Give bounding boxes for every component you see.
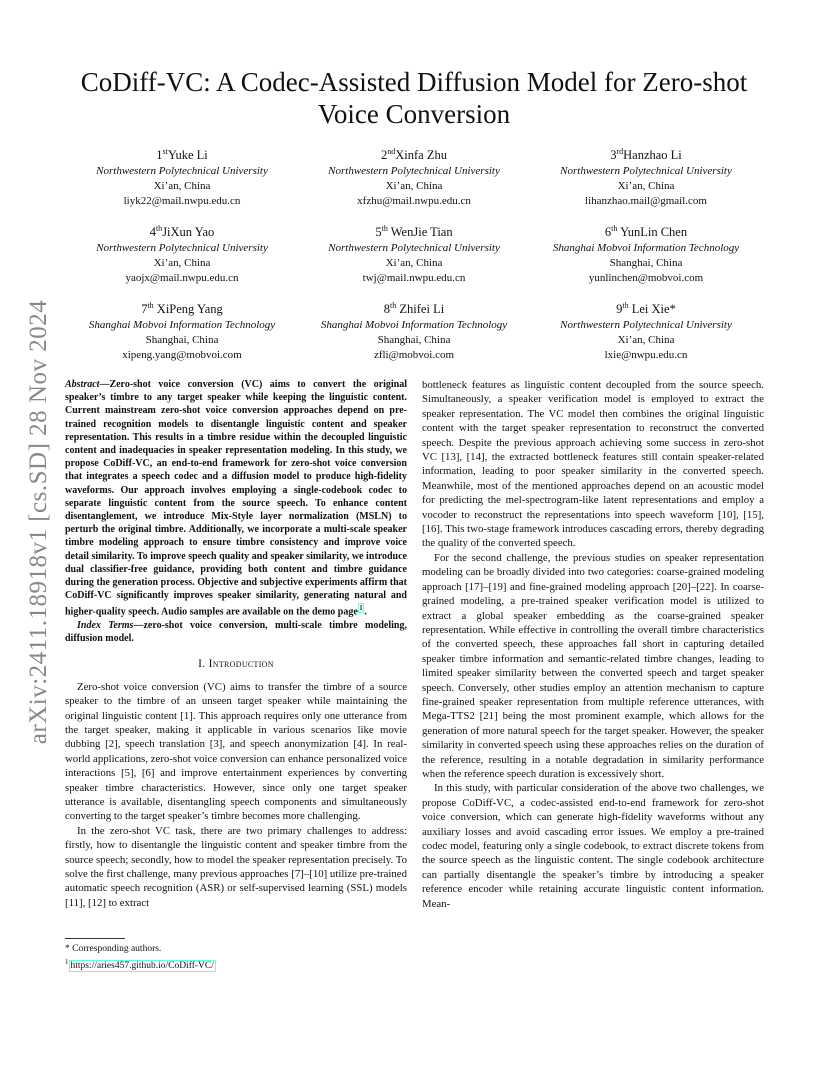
author-ordinal-suffix: th	[147, 301, 154, 311]
author-name	[298, 143, 530, 164]
author-name	[298, 297, 530, 318]
footnote-url-mark: 1	[65, 957, 69, 966]
author-email[interactable]: zfli@mobvoi.com	[373, 349, 455, 362]
author-ordinal-suffix: th	[622, 301, 629, 311]
right-column	[422, 378, 764, 911]
author-name-text: XiPeng Yang	[153, 302, 223, 317]
author-5	[298, 220, 530, 286]
abstract	[65, 378, 407, 619]
author-ordinal: 3	[610, 148, 617, 163]
abstract-end: .	[364, 606, 367, 618]
demo-page-link[interactable]: https://aries457.github.io/CoDiff-VC/	[70, 960, 214, 971]
author-6	[530, 220, 762, 286]
index-terms-text: —zero-shot voice conversion, multi-scale timbre modeling, diffusion model.	[65, 619, 407, 645]
right-paragraph-2: For the second challenge, the previous studies on speaker representation modeling can be broadly divided into two categories: coarse-grained modeling approach [17]–[19] and fine-grained modeling approach [20]–[22]. In coarse-grained modeling, a pre-trained speaker verification model is utilized to extract a global speaker embedding as the coarse-grained speaker representation. While effective in controlling the overall timbre characteristics of the converted speech, these approaches fall short in capturing detailed speaker timbre information and semantic-related timbre changes, leading to limited speaker similarity between the converted speech and target speaker speech. Conversely, other studies employ an attention mechanism to capture fine-grained speaker representation from multiple reference utterances, with Mega-TTS2 [21] being the most prominent example, which allows for the generation of more natural speech for the target speaker. However, the speaker similarity in converted speech using these approaches relies on the duration of the reference, resulting in a notable degradation in similarity performance when the reference speech duration is excessively short.	[422, 551, 764, 780]
author-ordinal: 6	[604, 225, 612, 240]
author-name	[66, 297, 298, 318]
author-name	[530, 220, 762, 241]
author-9	[530, 297, 762, 363]
author-block	[66, 143, 762, 363]
author-city: Xi’an, China	[385, 257, 443, 270]
paper-title: CoDiff-VC: A Codec-Assisted Diffusion Model for Zero-shot Voice Conversion	[80, 67, 748, 129]
author-name-text: WenJie Tian	[387, 225, 453, 240]
author-email[interactable]: lxie@nwpu.edu.cn	[604, 349, 688, 362]
author-1	[66, 143, 298, 209]
author-ordinal: 5	[375, 225, 382, 240]
left-column	[65, 378, 407, 910]
author-ordinal: 1	[156, 148, 163, 163]
author-affiliation: Northwestern Polytechnical University	[560, 319, 732, 332]
author-city: Xi’an, China	[153, 257, 211, 270]
author-affiliation: Northwestern Polytechnical University	[96, 242, 268, 255]
author-ordinal: 8	[383, 302, 391, 317]
author-city: Shanghai, China	[145, 334, 219, 347]
author-email[interactable]: lihanzhao.mail@gmail.com	[585, 195, 707, 208]
author-ordinal-suffix: th	[611, 224, 618, 234]
author-email[interactable]: xfzhu@mail.nwpu.edu.cn	[357, 195, 471, 208]
author-ordinal-suffix: rd	[616, 147, 624, 156]
author-name	[66, 220, 298, 241]
index-terms-label: Index Terms	[77, 619, 134, 631]
author-ordinal-suffix: nd	[387, 147, 396, 156]
author-affiliation: Northwestern Polytechnical University	[328, 165, 500, 178]
author-name	[530, 143, 762, 164]
author-name	[530, 297, 762, 318]
author-affiliation: Shanghai Mobvoi Information Technology	[320, 319, 508, 332]
author-name-text: Lei Xie*	[628, 302, 676, 317]
author-name-text: Zhifei Li	[396, 302, 445, 317]
abstract-text: —Zero-shot voice conversion (VC) aims to convert the original speaker’s timbre to any target speaker while keeping the linguistic content. Current mainstream zero-shot voice conversion approaches depend on pre-trained recognition models to disentangle linguistic content and speaker representation. This results in a timbre residue within the decoupled linguistic content and inadequacies in speaker representation modeling. In this study, we propose CoDiff-VC, an end-to-end framework for zero-shot voice conversion that integrates a speech codec and a diffusion model to produce high-fidelity waveforms. Our approach involves employing a single-codebook codec to separate linguistic content from the source speech. To enhance content disentanglement, we introduce Mix-Style layer normalization (MSLN) to perturb the original timbre. Additionally, we incorporate a multi-scale speaker timbre modeling approach to ensure timbre consistency and improve voice detail similarity. To improve speech quality and speaker similarity, we introduce dual classifier-free guidance, providing both content and timbre guidance during the generation process. Objective and subjective experiments affirm that CoDiff-VC significantly improves speaker similarity, generating natural and higher-quality speech. Audio samples are available on the demo page	[65, 379, 407, 618]
author-affiliation: Northwestern Polytechnical University	[96, 165, 268, 178]
author-name-text: Yuke Li	[167, 148, 208, 163]
author-city: Xi’an, China	[153, 180, 211, 193]
author-name	[66, 143, 298, 164]
footnote-rule	[65, 938, 125, 939]
author-ordinal: 7	[141, 302, 148, 317]
author-name-text: JiXun Yao	[162, 225, 215, 240]
arxiv-identifier	[22, 282, 56, 762]
author-affiliation: Northwestern Polytechnical University	[560, 165, 732, 178]
intro-paragraph-2: In the zero-shot VC task, there are two primary challenges to address: firstly, how to disentangle the linguistic content and speaker timbre from the source speech; secondly, how to model the speaker representation precisely. To solve the first challenge, many previous approaches [7]–[10] utilize pre-trained automatic speech recognition (ASR) or self-supervised learning (SSL) models [11], [12] to extract	[65, 824, 407, 909]
author-affiliation: Northwestern Polytechnical University	[328, 242, 500, 255]
author-4	[66, 220, 298, 286]
author-name-text: Hanzhao Li	[623, 148, 682, 163]
intro-paragraph-1: Zero-shot voice conversion (VC) aims to transfer the timbre of a source speaker to the timbre of an unseen target speaker while maintaining the original linguistic content [1]. This approach requires only one utterance from the target speaker, making it applicable in various scenarios like movie dubbing [2], speech translation [3], and speech anonymization [4]. In real-world applications, zero-shot voice conversion can enhance personalized voice interactions [5], [6] and improve entertainment experiences by converting speaker timbre characteristics. However, since only one target speaker utterance is available, disentangling speech components and simultaneously converting to the target speaker’s timbre becomes more challenging.	[65, 680, 407, 823]
author-email[interactable]: yaojx@mail.nwpu.edu.cn	[125, 272, 239, 285]
author-ordinal-suffix: th	[381, 224, 388, 234]
author-2	[298, 143, 530, 209]
author-ordinal-suffix: st	[162, 147, 168, 156]
author-email[interactable]: twj@mail.nwpu.edu.cn	[362, 272, 466, 285]
author-7	[66, 297, 298, 363]
footnotes	[65, 938, 407, 972]
abstract-footnote-mark[interactable]: 1	[359, 604, 363, 613]
footnote-url-line	[65, 956, 407, 973]
author-city: Xi’an, China	[385, 180, 443, 193]
author-name-text: YunLin Chen	[617, 225, 688, 240]
right-paragraph-1: bottleneck features as linguistic content decoupled from the source speech. Simultaneously, a speaker verification model is employed to extract the speaker representation. The VC model then combines the original linguistic content with the target speaker representation to reconstruct the converted speech. Despite the previous approach achieving some success in zero-shot VC [13], [14], the extracted bottleneck features still contain speaker-related information, leading to poor speaker similarity in the converted speech. Meanwhile, most of the mentioned approaches depend on an acoustic model for predicting the mel-spectrogram-like latent representations and employ a vocoder to reconstruct the representations into speech waveform [10], [15], [16]. This two-stage framework introduces cascading errors, thereby degrading the quality of the converted speech.	[422, 379, 764, 550]
author-3	[530, 143, 762, 209]
author-ordinal-suffix: th	[390, 301, 397, 311]
author-city: Xi’an, China	[617, 334, 675, 347]
author-affiliation: Shanghai Mobvoi Information Technology	[552, 242, 740, 255]
author-city: Shanghai, China	[377, 334, 451, 347]
author-city: Xi’an, China	[617, 180, 675, 193]
index-terms	[65, 619, 407, 645]
section-heading-introduction: I. Introduction	[198, 658, 274, 671]
right-paragraph-3: In this study, with particular consideration of the above two challenges, we propose CoDiff-VC, a codec-assisted end-to-end framework for zero-shot voice conversion, which can generate high-fidelity waveforms without any auxiliary losses and avoid cascading error issues. We employ a pre-trained codec model, featuring only a single codebook, to extract discrete tokens from the source speech as the linguistic content. The single codebook architecture can partially disentangle the speaker’s timbre by introducing a speaker reference encoder while retaining accurate linguistic content information. Mean-	[422, 782, 764, 910]
author-ordinal-suffix: th	[155, 224, 163, 234]
author-name-text: Xinfa Zhu	[395, 148, 447, 163]
arxiv-id-text: arXiv:2411.18918v1 [cs.SD] 28 Nov 2024	[25, 299, 52, 745]
author-email[interactable]: liyk22@mail.nwpu.edu.cn	[123, 195, 241, 208]
abstract-label: Abstract	[65, 379, 100, 390]
author-ordinal: 2	[381, 148, 388, 163]
footnote-corresponding: * Corresponding authors.	[65, 944, 162, 954]
author-ordinal: 4	[149, 225, 156, 240]
author-email[interactable]: xipeng.yang@mobvoi.com	[122, 349, 242, 362]
author-8	[298, 297, 530, 363]
author-ordinal: 9	[616, 302, 623, 317]
author-affiliation: Shanghai Mobvoi Information Technology	[88, 319, 276, 332]
author-city: Shanghai, China	[609, 257, 683, 270]
author-name	[298, 220, 530, 241]
author-email[interactable]: yunlinchen@mobvoi.com	[588, 272, 704, 285]
